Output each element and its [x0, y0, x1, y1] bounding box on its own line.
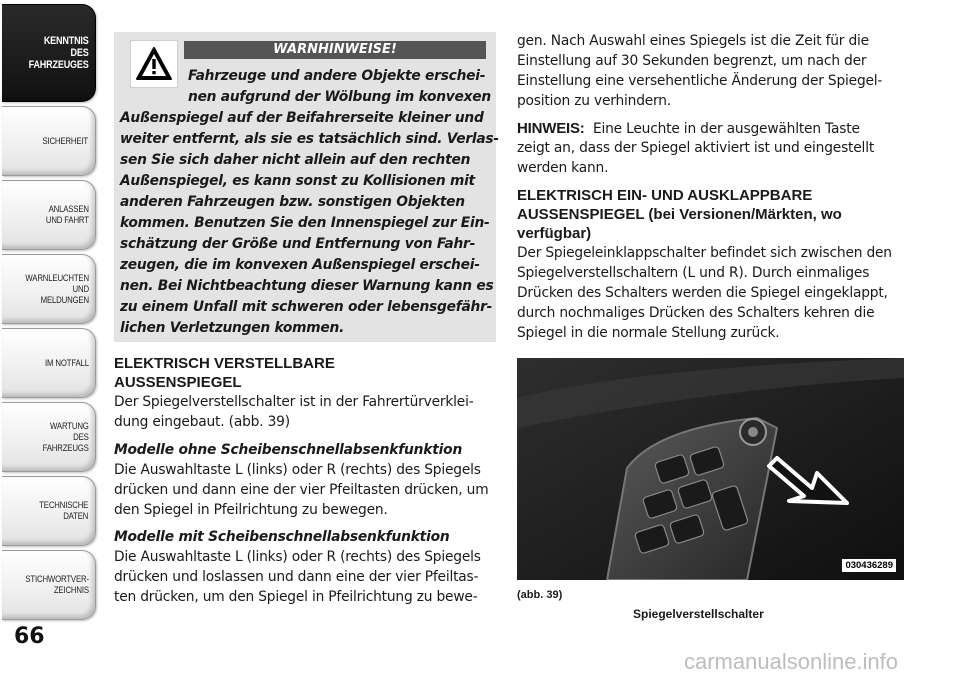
body-text: Der Spiegelverstellschalter ist in der Fahrertürverklei- [114, 394, 474, 410]
tab-stichwortverzeichnis[interactable] [2, 550, 96, 620]
tab-label: SICHERHEIT [42, 135, 89, 147]
warning-text-line: schätzung der Größe und Entfernung von Fahr- [120, 236, 476, 252]
tab-wartung[interactable] [2, 402, 96, 472]
body-text: Einstellung auf 30 Sekunden begrenzt, um nach der [517, 53, 867, 69]
watermark: carmanualsonline.info [684, 649, 899, 674]
subheading: Modelle mit Scheibenschnellabsenkfunktion [114, 529, 450, 545]
warning-text-line: nen aufgrund der Wölbung im konvexen [188, 89, 491, 105]
warning-text-line: zu einem Unfall mit schweren oder lebensgefähr- [120, 299, 493, 315]
body-text: zeigt an, dass der Spiegel aktiviert ist und eingestellt [517, 140, 875, 156]
tab-label: WARNLEUCHTEN UND MELDUNGEN [24, 272, 89, 306]
tab-label: KENNTNIS DES FAHRZEUGES [28, 35, 89, 71]
body-text: den Spiegel in Pfeilrichtung zu bewegen. [114, 502, 388, 518]
warning-text-line: weiter entfernt, als sie es tatsächlich sind. Verlas- [120, 131, 499, 147]
body-text: gen. Nach Auswahl eines Spiegels ist die Zeit für die [517, 33, 869, 49]
warning-text-line: Fahrzeuge und andere Objekte erschei- [188, 68, 486, 84]
warning-text-line: zeugen, die im konvexen Außenspiegel erschei- [120, 257, 480, 273]
section-heading: verfügbar) [517, 225, 592, 242]
tab-warnleuchten[interactable] [2, 254, 96, 324]
tab-label: WARTUNG DES FAHRZEUGS [42, 420, 89, 454]
tab-sicherheit[interactable] [2, 106, 96, 176]
figure-code: 030436289 [842, 559, 896, 572]
page-number: 66 [14, 624, 45, 649]
tab-label: ANLASSEN UND FAHRT [45, 204, 89, 226]
body-text: position zu verhindern. [517, 93, 672, 109]
warning-text-line: nen. Bei Nichtbeachtung dieser Warnung kann es [120, 278, 494, 294]
warning-text-line: Außenspiegel auf der Beifahrerseite kleiner und [120, 110, 484, 126]
hinweis-label: HINWEIS: [517, 120, 585, 137]
warning-text-line: kommen. Benutzen Sie den Innenspiegel zur Ein- [120, 215, 490, 231]
body-text: drücken und dann eine der vier Pfeiltasten drücken, um [114, 482, 489, 498]
tab-kenntnis-des-fahrzeuges[interactable] [2, 4, 96, 102]
figure-reference: (abb. 39) [517, 589, 563, 601]
tab-technische-daten[interactable] [2, 476, 96, 546]
section-heading: ELEKTRISCH EIN- UND AUSKLAPPBARE [517, 187, 813, 204]
section-heading: AUSSENSPIEGEL (bei Versionen/Märkten, wo [517, 206, 842, 223]
body-text: dung eingebaut. (abb. 39) [114, 414, 290, 430]
warning-text-line: Außenspiegel, es kann sonst zu Kollisionen mit [120, 173, 475, 189]
body-text: Drücken des Schalters werden die Spiegel eingeklappt, [517, 285, 888, 301]
hinweis-line [517, 120, 860, 137]
body-text: Spiegel in die normale Stellung zurück. [517, 325, 780, 341]
tab-label: IM NOTFALL [44, 357, 89, 369]
body-text: Einstellung eine versehentliche Änderung der Spiegel- [517, 73, 883, 89]
body-text: drücken und loslassen und dann eine der vier Pfeiltas- [114, 569, 479, 585]
section-heading: AUSSENSPIEGEL [114, 374, 242, 391]
tab-label: STICHWORTVER- ZEICHNIS [24, 574, 89, 596]
warning-text-line: lichen Verletzungen kommen. [120, 320, 345, 336]
section-heading: ELEKTRISCH VERSTELLBARE [114, 355, 335, 372]
warning-triangle-icon [130, 40, 178, 88]
subheading: Modelle ohne Scheibenschnellabsenkfunktion [114, 442, 463, 458]
warning-header: WARNHINWEISE! [184, 41, 486, 59]
body-text: ten drücken, um den Spiegel in Pfeilrichtung zu bewe- [114, 589, 478, 605]
body-text: Spiegelverstellschaltern (L und R). Durch einmaliges [517, 265, 870, 281]
body-text: Die Auswahltaste L (links) oder R (rechts) des Spiegels [114, 462, 481, 478]
mirror-switch-photo [517, 358, 904, 580]
tab-anlassen-und-fahrt[interactable] [2, 180, 96, 250]
body-text: durch nochmaliges Drücken des Schalters kehren die [517, 305, 875, 321]
tab-label: TECHNISCHE DATEN [39, 500, 89, 522]
chapter-sidebar [0, 0, 100, 678]
warning-text-line: anderen Fahrzeugen bzw. sonstigen Objekten [120, 194, 465, 210]
hinweis-text: Eine Leuchte in der ausgewählten Taste [592, 121, 860, 137]
warning-text-line: sen Sie sich daher nicht allein auf den rechten [120, 152, 471, 168]
body-text: Die Auswahltaste L (links) oder R (rechts) des Spiegels [114, 549, 481, 565]
tab-im-notfall[interactable] [2, 328, 96, 398]
body-text: Der Spiegeleinklappschalter befindet sich zwischen den [517, 245, 892, 261]
body-text: werden kann. [517, 160, 609, 176]
figure-caption: Spiegelverstellschalter [633, 607, 764, 621]
